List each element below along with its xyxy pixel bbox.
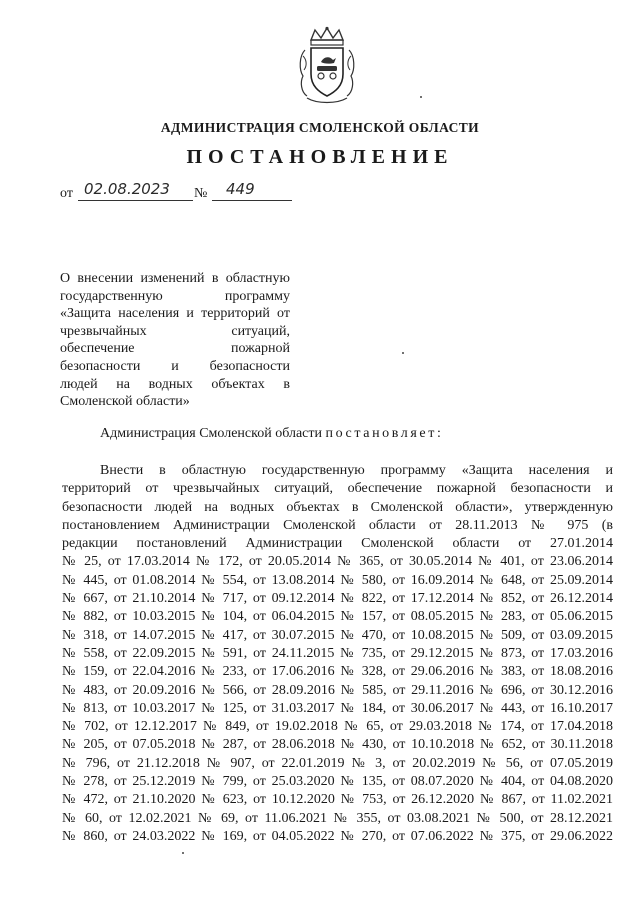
date-from-label: от — [60, 186, 73, 201]
body-line: № 796, от 21.12.2018 № 907, от 22.01.2019 № 3, от 20.02.2019 № 56, от 07.05.2019 — [62, 755, 613, 771]
resolution-intro — [100, 425, 600, 443]
coat-of-arms-icon — [297, 26, 357, 106]
handwritten-date: 02.08.2023 — [84, 180, 170, 198]
date-underline — [78, 200, 193, 201]
body-line: № 702, от 12.12.2017 № 849, от 19.02.2018 № 65, от 29.03.2018 № 174, от 17.04.2018 — [62, 719, 613, 735]
organization-name: АДМИНИСТРАЦИЯ СМОЛЕНСКОЙ ОБЛАСТИ — [160, 120, 480, 135]
document-type-title: ПОСТАНОВЛЕНИЕ — [186, 146, 454, 168]
scan-speck — [420, 96, 422, 98]
subject-line: государственную программу — [60, 288, 290, 304]
body-line: № 860, от 24.03.2022 № 169, от 04.05.2022 № 270, от 07.06.2022 № 375, от 29.06.2022 — [62, 828, 613, 844]
body-line: № 318, от 14.07.2015 № 417, от 30.07.2015 № 470, от 10.08.2015 № 509, от 03.09.2015 — [62, 627, 613, 643]
body-line: № 60, от 12.02.2021 № 69, от 11.06.2021 № 355, от 03.08.2021 № 500, от 28.12.2021 — [62, 810, 613, 826]
handwritten-number: 449 — [226, 180, 255, 198]
body-line: постановлением Администрации Смоленской области от 28.11.2013 № 975 (в — [62, 517, 613, 533]
body-line: № 205, от 07.05.2018 № 287, от 28.06.2018 № 430, от 10.10.2018 № 652, от 30.11.2018 — [62, 737, 613, 753]
body-line: № 483, от 20.09.2016 № 566, от 28.09.2016 № 585, от 29.11.2016 № 696, от 30.12.2016 — [62, 682, 613, 698]
document-body — [62, 462, 613, 846]
body-line: № 667, от 21.10.2014 № 717, от 09.12.2014 № 822, от 17.12.2014 № 852, от 26.12.2014 — [62, 591, 613, 607]
body-line: территорий от чрезвычайных ситуаций, обеспечение пожарной безопасности и — [62, 481, 613, 497]
number-label: № — [194, 186, 208, 201]
subject-line: О внесении изменений в областную — [60, 271, 290, 286]
subject-line: безопасности и безопасности — [60, 358, 290, 374]
subject-line: Смоленской области» — [60, 394, 190, 410]
document-subject — [60, 270, 290, 411]
body-line: № 159, от 22.04.2016 № 233, от 17.06.2016 № 328, от 29.06.2016 № 383, от 18.08.2016 — [62, 664, 613, 680]
intro-text: Администрация Смоленской области — [100, 426, 326, 441]
date-number-line — [60, 180, 460, 202]
subject-line: чрезвычайных ситуаций, — [60, 323, 290, 339]
scan-speck — [182, 852, 184, 854]
number-underline — [212, 200, 292, 201]
subject-line: людей на водных объектах в — [60, 376, 290, 392]
body-line: безопасности людей на водных объектах в Смоленской области», утвержденную — [62, 499, 613, 515]
intro-resolves-word: постановляет: — [325, 426, 444, 441]
body-line: № 278, от 25.12.2019 № 799, от 25.03.2020 № 135, от 08.07.2020 № 404, от 04.08.2020 — [62, 774, 613, 790]
scan-speck — [402, 352, 404, 354]
body-line: № 445, от 01.08.2014 № 554, от 13.08.2014 № 580, от 16.09.2014 № 648, от 25.09.2014 — [62, 572, 613, 588]
subject-line: «Защита населения и территорий от — [60, 306, 290, 322]
body-line: № 882, от 10.03.2015 № 104, от 06.04.2015 № 157, от 08.05.2015 № 283, от 05.06.2015 — [62, 609, 613, 625]
body-line: № 25, от 17.03.2014 № 172, от 20.05.2014 № 365, от 30.05.2014 № 401, от 23.06.2014 — [62, 554, 613, 570]
body-line: № 472, от 21.10.2020 № 623, от 10.12.2020 № 753, от 26.12.2020 № 867, от 11.02.2021 — [62, 792, 613, 808]
body-line: № 813, от 10.03.2017 № 125, от 31.03.2017 № 184, от 30.06.2017 № 443, от 16.10.2017 — [62, 700, 613, 716]
body-line: редакции постановлений Администрации Смоленской области от 27.01.2014 — [62, 536, 613, 552]
subject-line: обеспечение пожарной — [60, 341, 290, 357]
body-line: № 558, от 22.09.2015 № 591, от 24.11.2015 № 735, от 29.12.2015 № 873, от 17.03.2016 — [62, 645, 613, 661]
body-line: Внести в областную государственную программу «Защита населения и — [100, 463, 613, 478]
